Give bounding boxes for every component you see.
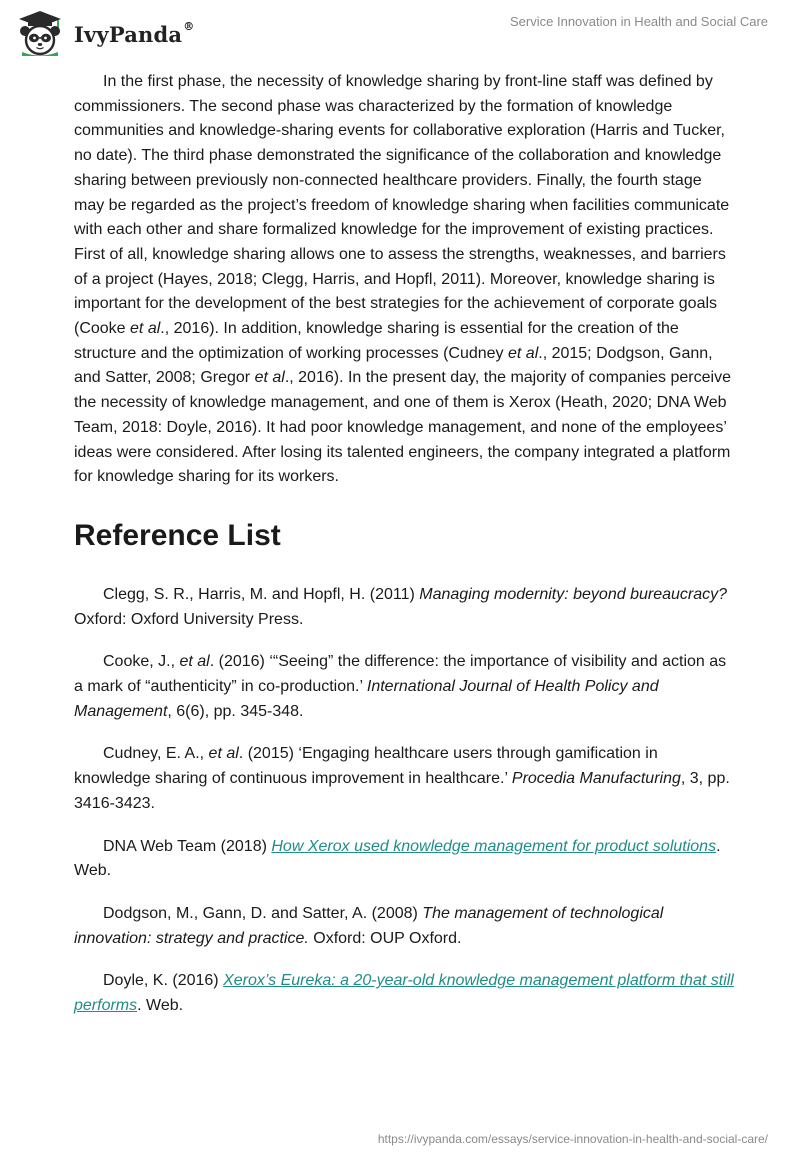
italic-text: The management of technological innovation: strategy and practice. xyxy=(74,904,664,947)
reference-link-text: Xerox’s Eureka: a 20-year-old knowledge management platform that still performs xyxy=(74,972,734,1015)
text-segment: . Web. xyxy=(137,997,184,1015)
reference-entry xyxy=(74,742,734,816)
italic-text: et al xyxy=(179,653,210,671)
panda-graduate-icon xyxy=(14,9,66,57)
text-segment: ., 2016). In addition, knowledge sharing is essential for the creation of the structure and the optimization of working processes (Cudney xyxy=(74,320,679,362)
italic-text: et al xyxy=(130,320,161,338)
footer-url: https://ivypanda.com/essays/service-innovation-in-health-and-social-care/ xyxy=(377,1132,768,1146)
italic-text: et al xyxy=(254,369,285,387)
text-segment: In the first phase, the necessity of knowledge sharing by front-line staff was defined by commissioners. The second phase was characterized by the formation of knowledge communities and knowledge-sharing events for collaborative exploration (Harris and Tucker, no date). The third phase demonstrated the significance of the collaboration and knowledge sharing between previously non-connected healthcare providers. Finally, the fourth stage may be regarded as the project’s freedom of knowledge sharing when facilities communicate with each other and share formalized knowledge for the improvement of existing practices. First of all, knowledge sharing allows one to assess the strengths, weaknesses, and barriers of a project (Hayes, 2018; Clegg, Harris, and Hopfl, 2011). Moreover, knowledge sharing is important for the development of the best strategies for the achievement of corporate goals (Cooke xyxy=(74,73,730,338)
text-segment: Oxford: OUP Oxford. xyxy=(308,929,462,947)
italic-text: Managing modernity: beyond bureaucracy? xyxy=(419,585,728,603)
reference-entry xyxy=(74,835,734,884)
italic-text: International Journal of Health Policy and Management xyxy=(74,678,659,720)
page-header xyxy=(0,0,800,66)
body-paragraph xyxy=(74,70,734,490)
reference-entry xyxy=(74,583,734,632)
text-segment: . (2016) ‘“Seeing” the difference: the importance of visibility and action as a mark of “authenticity” in co-production.’ xyxy=(74,653,727,696)
italic-text: et al xyxy=(208,745,239,763)
text-segment: Clegg, S. R., Harris, M. and Hopfl, H. (2011) xyxy=(103,585,420,603)
text-segment: ., 2016). In the present day, the majority of companies perceive the necessity of knowledge management, and one of them is Xerox (Heath, 2020; DNA Web Team, 2018: Doyle, 2016). It had poor knowledge management, and none of the employees’ ideas were considered. After losing its talented engineers, the company integrated a platform for knowledge sharing for its workers. xyxy=(74,369,731,486)
text-segment: Oxford: Oxford University Press. xyxy=(74,610,304,628)
text-segment: Cudney, E. A., xyxy=(103,745,209,763)
italic-text: Procedia Manufacturing xyxy=(511,770,681,788)
text-segment: DNA Web Team (2018) xyxy=(103,837,272,855)
registered-mark: ® xyxy=(183,19,195,33)
ivypanda-logo[interactable] xyxy=(14,9,194,57)
reference-entry xyxy=(74,969,734,1018)
text-segment: , 6(6), pp. 345-348. xyxy=(167,702,304,720)
logo-text: IvyPanda® xyxy=(74,19,195,47)
text-segment: Doyle, K. (2016) xyxy=(103,972,224,990)
reference-entry xyxy=(74,902,734,951)
text-segment: . Web. xyxy=(74,837,721,880)
text-segment: , 3, pp. 3416-3423. xyxy=(74,770,730,812)
reference-link[interactable] xyxy=(271,838,716,855)
text-segment: . (2015) ‘Engaging healthcare users through gamification in knowledge sharing of continuous improvement in healthcare.’ xyxy=(74,745,658,788)
italic-text: et al xyxy=(508,344,539,362)
document-content xyxy=(74,70,734,1037)
reference-link-text: How Xerox used knowledge management for product solutions xyxy=(271,837,717,855)
reference-list xyxy=(74,583,734,1019)
text-segment: Dodgson, M., Gann, D. and Satter, A. (2008) xyxy=(103,904,423,922)
text-segment: Cooke, J., xyxy=(103,653,180,671)
document-title: Service Innovation in Health and Social Care xyxy=(510,14,768,29)
text-segment: ., 2015; Dodgson, Gann, and Satter, 2008; Gregor xyxy=(74,344,713,387)
reference-list-heading: Reference List xyxy=(74,518,281,552)
reference-entry xyxy=(74,650,734,724)
